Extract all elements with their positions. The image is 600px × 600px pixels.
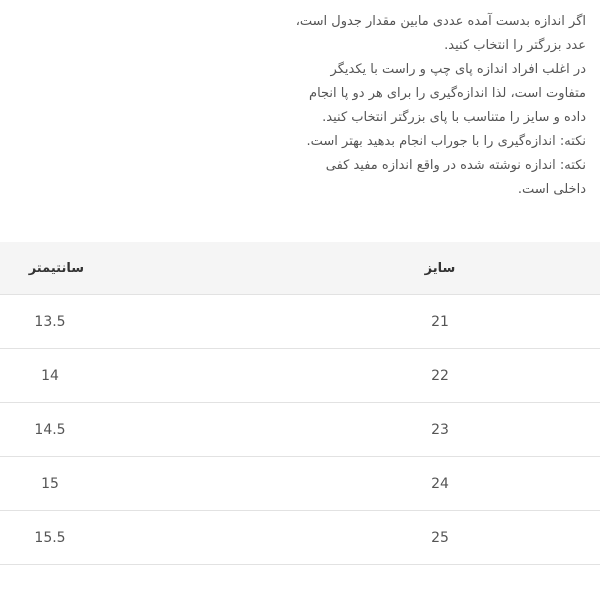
size-cell (280, 511, 600, 565)
size-cell (280, 349, 600, 403)
table-row (0, 403, 600, 457)
size-value: 22 (431, 367, 449, 384)
size-value: 23 (431, 421, 449, 438)
size-column-header (280, 242, 600, 295)
cm-value: 14.5 (34, 421, 66, 438)
size-table-container (0, 242, 600, 565)
note-line: نکته: اندازه نوشته شده در واقع اندازه مفید کفی (325, 158, 586, 173)
note-line: داخلی است. (517, 182, 586, 197)
size-column-header-label: سایز (424, 260, 456, 276)
size-value: 24 (431, 475, 449, 492)
size-table-header-row (0, 242, 600, 295)
cm-cell (0, 403, 280, 457)
note-line: عدد بزرگتر را انتخاب کنید. (444, 38, 586, 53)
cm-value: 13.5 (34, 313, 66, 330)
cm-value: 15.5 (34, 529, 66, 546)
size-guide-notes (246, 10, 586, 202)
cm-column-header (0, 242, 280, 295)
size-table (0, 242, 600, 565)
table-row (0, 457, 600, 511)
table-row (0, 295, 600, 349)
cm-value: 15 (41, 475, 59, 492)
note-line: داده و سایز را متناسب با پای بزرگتر انتخاب کنید. (322, 110, 586, 125)
cm-cell (0, 295, 280, 349)
size-cell (280, 457, 600, 511)
cm-cell (0, 511, 280, 565)
cm-column-header-label: سانتیمتر (28, 260, 84, 276)
size-cell (280, 295, 600, 349)
size-value: 25 (431, 529, 449, 546)
note-line: اگر اندازه بدست آمده عددی مابین مقدار جدول است، (295, 14, 586, 29)
cm-value: 14 (41, 367, 59, 384)
size-value: 21 (431, 313, 449, 330)
table-row (0, 511, 600, 565)
cm-cell (0, 457, 280, 511)
table-row (0, 349, 600, 403)
cm-cell (0, 349, 280, 403)
note-line: متفاوت است، لذا اندازه‌گیری را برای هر دو پا انجام (309, 86, 586, 101)
size-cell (280, 403, 600, 457)
note-line: نکته: اندازه‌گیری را با جوراب انجام بدهید بهتر است. (306, 134, 586, 149)
note-line: در اغلب افراد اندازه پای چپ و راست با یکدیگر (330, 62, 586, 77)
